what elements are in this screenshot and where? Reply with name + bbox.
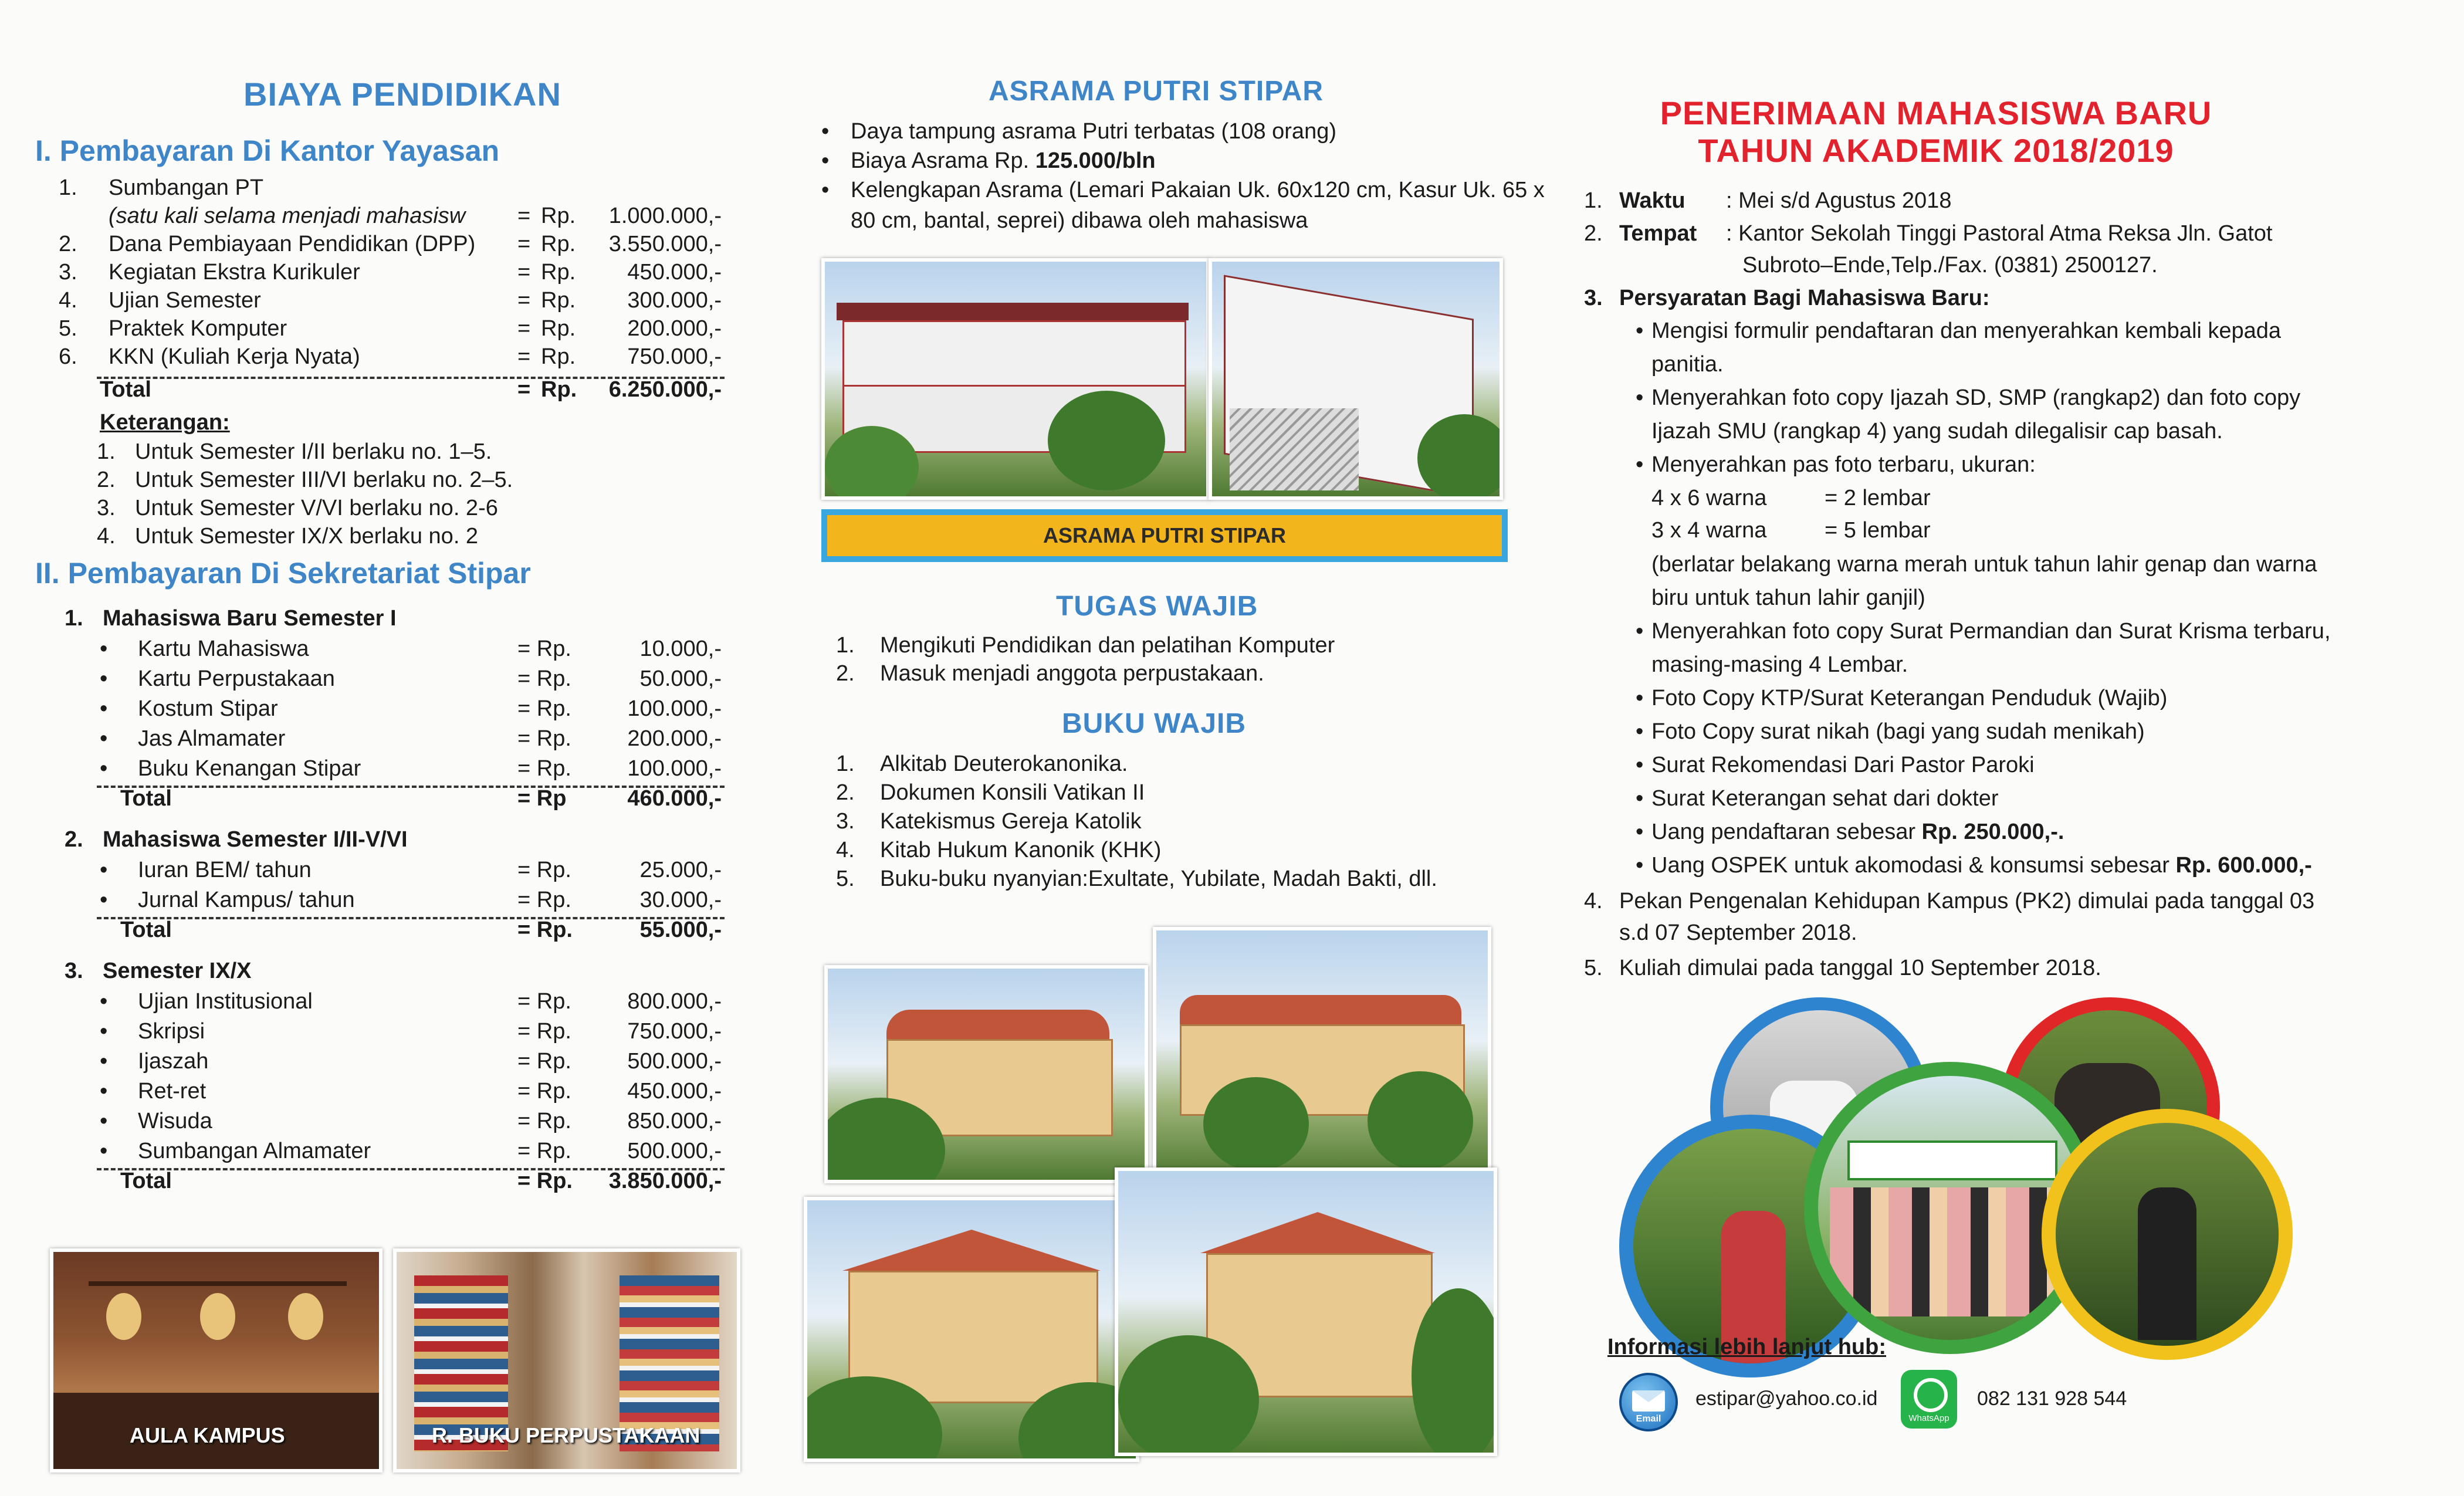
requirement-text: Foto Copy surat nikah (bagi yang sudah menikah) (1651, 719, 2145, 744)
aula-label: AULA KAMPUS (130, 1423, 285, 1447)
asrama-bullet3-line2: 80 cm, bantal, seprei) dibawa oleh mahasiswa (851, 208, 1308, 233)
asrama-caption: ASRAMA PUTRI STIPAR (821, 509, 1508, 562)
group-item-amount: 850.000,- (627, 1109, 722, 1133)
item-number: 4. (59, 288, 77, 313)
group-item-rp: = Rp. (517, 1109, 571, 1133)
note-number: 2. (97, 468, 116, 492)
group-item-rp: = Rp. (517, 666, 571, 691)
column-biaya-pendidikan (23, 0, 763, 1496)
group-total-amount: 55.000,- (639, 918, 722, 942)
penerimaan-title-line2: TAHUN AKADEMIK 2018/2019 (1698, 132, 2174, 169)
section1-total-eq: = (517, 377, 531, 402)
group-total-rp: = Rp. (517, 918, 573, 942)
item-rp: Rp. (541, 316, 576, 341)
item-rp: Rp. (541, 232, 576, 256)
requirement-line (1651, 751, 2035, 779)
bullet-icon: • (100, 1019, 108, 1044)
whatsapp-icon-label: WhatsApp (1908, 1413, 1949, 1423)
requirement-amount: Rp. 250.000,-. (1921, 820, 2064, 844)
group-item-label: Ijaszah (138, 1049, 209, 1074)
syarat-title: Persyaratan Bagi Mahasiswa Baru: (1619, 286, 1990, 310)
requirement-text: masing-masing 4 Lembar. (1651, 652, 1908, 677)
requirement-line (1651, 350, 1724, 378)
group-item-amount: 500.000,- (627, 1049, 722, 1074)
requirement-line (1651, 717, 2145, 746)
email-text[interactable]: estipar@yahoo.co.id (1695, 1387, 1878, 1410)
biaya-title: BIAYA PENDIDIKAN (243, 76, 561, 113)
asrama-photo-1 (821, 258, 1210, 500)
asrama-bullet-text: Daya tampung asrama Putri terbatas (108 orang) (851, 119, 1336, 144)
item-rp: Rp. (541, 204, 576, 228)
bullet-icon: • (821, 148, 830, 173)
group-number: 1. (65, 606, 83, 631)
buku-text: Kitab Hukum Kanonik (KHK) (880, 838, 1162, 862)
item-eq: = (517, 344, 531, 369)
group-number: 2. (65, 827, 83, 852)
section1-title: I. Pembayaran Di Kantor Yayasan (35, 134, 500, 167)
group-item-amount: 200.000,- (627, 726, 722, 751)
campus-photo-2 (1153, 927, 1491, 1180)
aula-photo (50, 1248, 383, 1473)
requirement-text: Uang pendaftaran sebesar (1651, 820, 1922, 844)
note-number: 1. (97, 439, 116, 464)
item-label: Dana Pembiayaan Pendidikan (DPP) (109, 232, 476, 256)
note-number: 4. (97, 524, 116, 549)
group-item-label: Ujian Institusional (138, 989, 313, 1014)
item-amount: 750.000,- (627, 344, 722, 369)
requirement-text: Menyerahkan foto copy Surat Permandian dan Surat Krisma terbaru, (1651, 619, 2331, 644)
bullet-icon: • (821, 119, 830, 144)
buku-title: BUKU WAJIB (1062, 708, 1247, 739)
item-amount: 200.000,- (627, 316, 722, 341)
requirement-text: Surat Rekomendasi Dari Pastor Paroki (1651, 753, 2035, 777)
pk2-num: 4. (1584, 889, 1603, 913)
email-icon-label: Email (1636, 1414, 1661, 1424)
bullet-icon: • (1636, 719, 1644, 744)
requirement-text: Menyerahkan pas foto terbaru, ukuran: (1651, 452, 2036, 477)
buku-number: 5. (836, 867, 855, 891)
group-item-rp: = Rp. (517, 989, 571, 1014)
requirement-text: panitia. (1651, 352, 1724, 377)
campus-photo-4 (1115, 1167, 1497, 1456)
group-item-rp: = Rp. (517, 756, 571, 781)
tugas-text: Mengikuti Pendidikan dan pelatihan Komputer (880, 633, 1335, 658)
bullet-icon: • (1636, 686, 1644, 710)
requirement-text: Ijazah SMU (rangkap 4) yang sudah dilegalisir cap basah. (1651, 419, 2223, 444)
bullet-icon: • (1636, 753, 1644, 777)
asrama-photo-2 (1209, 258, 1503, 500)
tempat-value-line2: Subroto–Ende,Telp./Fax. (0381) 2500127. (1742, 253, 2158, 277)
requirement-line (1651, 651, 1908, 679)
group-item-rp: = Rp. (517, 1079, 571, 1104)
asrama-bullet-text: Biaya Asrama Rp. (851, 148, 1035, 173)
group-total-rp: = Rp (517, 786, 567, 811)
buku-number: 2. (836, 780, 855, 805)
item-number: 6. (59, 344, 77, 369)
group-number: 3. (65, 959, 83, 983)
buku-number: 3. (836, 809, 855, 834)
note-text: Untuk Semester III/VI berlaku no. 2–5. (135, 468, 513, 492)
requirement-text: Surat Keterangan sehat dari dokter (1651, 786, 1999, 811)
asrama-bullet-text: Kelengkapan Asrama (Lemari Pakaian Uk. 60x120 cm, Kasur Uk. 65 x (851, 178, 1545, 202)
foto-count: = 5 lembar (1825, 518, 1931, 543)
requirement-amount: Rp. 600.000,- (2175, 853, 2312, 878)
group-total-label: Total (120, 1169, 172, 1193)
item-number: 5. (59, 316, 77, 341)
group-title: Mahasiswa Baru Semester I (103, 606, 397, 631)
requirement-text: Menyerahkan foto copy Ijazah SD, SMP (rangkap2) dan foto copy (1651, 385, 2301, 410)
group-item-label: Kartu Mahasiswa (138, 637, 309, 661)
group-item-rp: = Rp. (517, 888, 571, 912)
group-item-rp: = Rp. (517, 1049, 571, 1074)
group-total-amount: 3.850.000,- (608, 1169, 722, 1193)
bullet-icon: • (1636, 820, 1644, 844)
asrama-bullet (851, 117, 1336, 145)
requirement-line (1651, 317, 2281, 345)
bullet-icon: • (821, 178, 830, 202)
requirement-line (1651, 684, 2167, 712)
phone-text[interactable]: 082 131 928 544 (1977, 1387, 2127, 1410)
foto-size: 4 x 6 warna (1651, 486, 1767, 510)
group-item-amount: 10.000,- (639, 637, 722, 661)
group-item-rp: = Rp. (517, 1139, 571, 1163)
buku-text: Alkitab Deuterokanonika. (880, 752, 1128, 776)
item-amount: 1.000.000,- (608, 204, 722, 228)
requirement-line (1651, 584, 1925, 612)
note-text: Untuk Semester V/VI berlaku no. 2-6 (135, 496, 498, 520)
item-amount: 300.000,- (627, 288, 722, 313)
bullet-icon: • (100, 1049, 108, 1074)
bullet-icon: • (100, 858, 108, 882)
foto-size: 3 x 4 warna (1651, 518, 1767, 543)
perpustakaan-photo (393, 1248, 740, 1473)
waktu-label: Waktu (1619, 188, 1685, 213)
bullet-icon: • (100, 989, 108, 1014)
whatsapp-icon[interactable] (1901, 1370, 1957, 1429)
item-label: Praktek Komputer (109, 316, 287, 341)
group-item-amount: 800.000,- (627, 989, 722, 1014)
requirement-text: Foto Copy KTP/Surat Keterangan Penduduk (Wajib) (1651, 686, 2168, 710)
bullet-icon: • (100, 756, 108, 781)
tempat-label: Tempat (1619, 221, 1697, 246)
campus-photo-1 (824, 965, 1148, 1183)
group-item-amount: 50.000,- (639, 666, 722, 691)
requirement-line (1651, 784, 1999, 813)
penerimaan-title-line1: PENERIMAAN MAHASISWA BARU (1660, 94, 2212, 131)
group-item-amount: 100.000,- (627, 696, 722, 721)
item-rp: Rp. (541, 260, 576, 285)
activity-photo-yellow (2042, 1109, 2293, 1360)
campus-photo-3 (804, 1197, 1139, 1462)
asrama-bullet (851, 176, 1545, 204)
asrama-bullet-bold: 125.000/bln (1035, 148, 1156, 173)
kuliah-num: 5. (1584, 956, 1603, 980)
tugas-number: 2. (836, 661, 855, 686)
bullet-icon: • (100, 726, 108, 751)
bullet-icon: • (1636, 319, 1644, 343)
note-text: Untuk Semester IX/X berlaku no. 2 (135, 524, 479, 549)
bullet-icon: • (1636, 853, 1644, 878)
asrama-bullet (851, 147, 1156, 175)
column-penerimaan (1572, 0, 2331, 1496)
group-item-label: Jurnal Kampus/ tahun (138, 888, 355, 912)
requirement-line (1651, 851, 2312, 879)
buku-number: 4. (836, 838, 855, 862)
group-item-amount: 500.000,- (627, 1139, 722, 1163)
tugas-number: 1. (836, 633, 855, 658)
tempat-num: 2. (1584, 221, 1603, 246)
requirement-line (1651, 818, 2064, 846)
group-title: Mahasiswa Semester I/II-V/VI (103, 827, 408, 852)
item-label: (satu kali selama menjadi mahasisw (109, 204, 466, 228)
item-eq: = (517, 260, 531, 285)
bullet-icon: • (1636, 385, 1644, 410)
section1-total-label: Total (100, 377, 151, 402)
kuliah-text: Kuliah dimulai pada tanggal 10 September 2018. (1619, 956, 2101, 980)
item-label: Kegiatan Ekstra Kurikuler (109, 260, 360, 285)
group-item-label: Skripsi (138, 1019, 205, 1044)
bullet-icon: • (100, 666, 108, 691)
item-eq: = (517, 232, 531, 256)
bullet-icon: • (1636, 786, 1644, 811)
perpustakaan-label: R. BUKU PERPUSTAKAAN (432, 1423, 700, 1447)
item-label: Ujian Semester (109, 288, 261, 313)
pk2-line1: Pekan Pengenalan Kehidupan Kampus (PK2) dimulai pada tanggal 03 (1619, 889, 2315, 913)
waktu-value: : Mei s/d Agustus 2018 (1726, 188, 1952, 213)
group-item-amount: 30.000,- (639, 888, 722, 912)
group-item-label: Iuran BEM/ tahun (138, 858, 312, 882)
group-item-label: Jas Almamater (138, 726, 286, 751)
note-text: Untuk Semester I/II berlaku no. 1–5. (135, 439, 492, 464)
group-item-amount: 750.000,- (627, 1019, 722, 1044)
section2-title: II. Pembayaran Di Sekretariat Stipar (35, 557, 531, 590)
group-item-amount: 25.000,- (639, 858, 722, 882)
bullet-icon: • (1636, 619, 1644, 644)
tempat-value-line1: : Kantor Sekolah Tinggi Pastoral Atma Reksa Jln. Gatot (1726, 221, 2273, 246)
group-item-amount: 100.000,- (627, 756, 722, 781)
bullet-icon: • (1636, 452, 1644, 477)
section1-total-amount: 6.250.000,- (608, 377, 722, 402)
requirement-text: biru untuk tahun lahir ganjil) (1651, 585, 1925, 610)
group-item-label: Ret-ret (138, 1079, 207, 1104)
syarat-num: 3. (1584, 286, 1603, 310)
foto-count: = 2 lembar (1825, 486, 1931, 510)
buku-text: Dokumen Konsili Vatikan II (880, 780, 1145, 805)
requirement-text: (berlatar belakang warna merah untuk tahun lahir genap dan warna (1651, 552, 2317, 577)
note-number: 3. (97, 496, 116, 520)
item-number: 3. (59, 260, 77, 285)
tugas-title: TUGAS WAJIB (1056, 591, 1258, 622)
item-label: Sumbangan PT (109, 175, 264, 200)
requirement-line (1651, 617, 2331, 645)
bullet-icon: • (100, 888, 108, 912)
item-eq: = (517, 316, 531, 341)
bullet-icon: • (100, 1139, 108, 1163)
item-number: 2. (59, 232, 77, 256)
section1-total-rp: Rp. (541, 377, 577, 402)
requirement-line (1651, 451, 2036, 479)
item-eq: = (517, 204, 531, 228)
item-rp: Rp. (541, 288, 576, 313)
pk2-line2: s.d 07 September 2018. (1619, 920, 1857, 945)
group-item-rp: = Rp. (517, 1019, 571, 1044)
column-asrama (798, 0, 1561, 1496)
group-title: Semester IX/X (103, 959, 252, 983)
group-total-label: Total (120, 918, 172, 942)
buku-text: Buku-buku nyanyian:Exultate, Yubilate, Madah Bakti, dll. (880, 867, 1437, 891)
item-amount: 3.550.000,- (608, 232, 722, 256)
tugas-text: Masuk menjadi anggota perpustakaan. (880, 661, 1264, 686)
item-amount: 450.000,- (627, 260, 722, 285)
bullet-icon: • (100, 1079, 108, 1104)
group-total-label: Total (120, 786, 172, 811)
group-item-label: Buku Kenangan Stipar (138, 756, 361, 781)
group-item-label: Wisuda (138, 1109, 212, 1133)
waktu-num: 1. (1584, 188, 1603, 213)
group-total-rp: = Rp. (517, 1169, 573, 1193)
group-item-amount: 450.000,- (627, 1079, 722, 1104)
bullet-icon: • (100, 696, 108, 721)
requirement-line (1651, 550, 2317, 578)
group-total-amount: 460.000,- (627, 786, 722, 811)
bullet-icon: • (100, 637, 108, 661)
group-item-rp: = Rp. (517, 726, 571, 751)
item-label: KKN (Kuliah Kerja Nyata) (109, 344, 360, 369)
buku-text: Katekismus Gereja Katolik (880, 809, 1142, 834)
requirement-text: Mengisi formulir pendaftaran dan menyerahkan kembali kepada (1651, 319, 2282, 343)
bullet-icon: • (100, 1109, 108, 1133)
item-eq: = (517, 288, 531, 313)
asrama-title: ASRAMA PUTRI STIPAR (989, 76, 1324, 107)
group-item-rp: = Rp. (517, 858, 571, 882)
buku-number: 1. (836, 752, 855, 776)
item-rp: Rp. (541, 344, 576, 369)
item-number: 1. (59, 175, 77, 200)
requirement-line (1651, 417, 2223, 445)
group-item-label: Kostum Stipar (138, 696, 278, 721)
group-item-rp: = Rp. (517, 637, 571, 661)
requirement-line (1651, 384, 2300, 412)
email-icon[interactable] (1619, 1373, 1678, 1431)
requirement-text: Uang OSPEK untuk akomodasi & konsumsi sebesar (1651, 853, 2176, 878)
info-title: Informasi lebih lanjut hub: (1607, 1335, 1886, 1359)
group-item-rp: = Rp. (517, 696, 571, 721)
group-item-label: Kartu Perpustakaan (138, 666, 335, 691)
notes-title: Keterangan: (100, 410, 230, 435)
group-item-label: Sumbangan Almamater (138, 1139, 371, 1163)
